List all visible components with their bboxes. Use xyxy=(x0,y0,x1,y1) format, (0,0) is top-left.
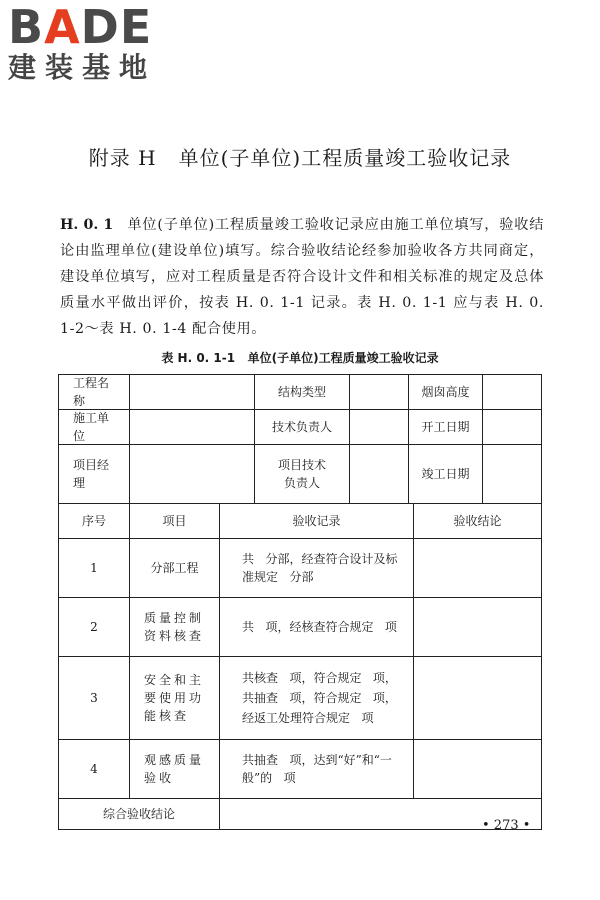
header-serial: 序号 xyxy=(81,514,106,528)
value-completion-date[interactable] xyxy=(482,445,541,503)
row-item: 质量控制资料核查 xyxy=(129,598,219,656)
row-conclusion[interactable] xyxy=(413,740,541,798)
row-serial: 4 xyxy=(90,762,98,776)
label-structure-type: 结构类型 xyxy=(254,375,349,409)
label-project-manager: 项目经理 xyxy=(73,458,110,490)
row-conclusion[interactable] xyxy=(413,657,541,739)
row-record: 共核查 项，符合规定 项， 共抽查 项，符合规定 项， 经返工处理符合规定 项 xyxy=(219,657,413,739)
value-project-manager[interactable] xyxy=(129,445,254,503)
label-start-date: 开工日期 xyxy=(408,410,482,444)
table-row xyxy=(59,739,541,798)
label-project-name: 工程名称 xyxy=(73,376,110,408)
appendix-title: 附录 H 单位(子单位)工程质量竣工验收记录 xyxy=(88,146,512,170)
page-number: • 273 • xyxy=(482,818,531,833)
row-serial: 2 xyxy=(90,620,98,634)
label-chimney-height: 烟囱高度 xyxy=(408,375,482,409)
value-project-name[interactable] xyxy=(129,375,254,409)
table-row xyxy=(59,538,541,597)
clause-paragraph xyxy=(60,212,544,342)
value-structure-type[interactable] xyxy=(349,375,408,409)
header-conclusion: 验收结论 xyxy=(413,504,541,538)
row-item: 观感质量验收 xyxy=(129,740,219,798)
row-conclusion[interactable] xyxy=(413,539,541,597)
info-row-contractor xyxy=(59,409,541,444)
info-row-project-manager xyxy=(59,444,541,503)
value-project-technical-lead[interactable] xyxy=(349,445,408,503)
row-record: 共抽查 项，达到“好”和“一般”的 项 xyxy=(219,740,413,798)
table-row xyxy=(59,597,541,656)
row-serial: 3 xyxy=(90,691,98,705)
label-completion-date: 竣工日期 xyxy=(408,445,482,503)
header-item: 项目 xyxy=(129,504,219,538)
row-conclusion[interactable] xyxy=(413,598,541,656)
summary-label: 综合验收结论 xyxy=(102,807,175,821)
label-contractor: 施工单位 xyxy=(73,411,110,443)
label-project-technical-lead: 项目技术 负责人 xyxy=(254,445,349,503)
summary-row xyxy=(59,798,541,829)
logo-chinese-text: 建装基地 xyxy=(8,51,157,84)
row-record: 共 分部，经查符合设计及标准规定 分部 xyxy=(219,539,413,597)
value-start-date[interactable] xyxy=(482,410,541,444)
table-header-row xyxy=(59,503,541,538)
value-technical-lead[interactable] xyxy=(349,410,408,444)
row-item: 安全和主要使用功能核查 xyxy=(129,657,219,739)
row-item: 分部工程 xyxy=(129,539,219,597)
label-technical-lead: 技术负责人 xyxy=(254,410,349,444)
logo-wordmark: BADE xyxy=(8,0,153,54)
table-row xyxy=(59,656,541,739)
header-record: 验收记录 xyxy=(219,504,413,538)
logo xyxy=(8,0,178,84)
value-chimney-height[interactable] xyxy=(482,375,541,409)
acceptance-record-table xyxy=(58,374,542,830)
value-contractor[interactable] xyxy=(129,410,254,444)
clause-number: H. 0. 1 xyxy=(60,217,114,233)
clause-text: 单位(子单位)工程质量竣工验收记录应由施工单位填写，验收结论由监理单位(建设单位)填写。综合验收结论经参加验收各方共同商定，建设单位填写，应对工程质量是否符合设计文件和相关标准的规定及总体质量水平做出评价，按表 H. 0. 1-1 记录。表 H. 0. 1-1 应与表 H. 0. 1-2～表 H. 0. 1-4 配合使用。 xyxy=(60,217,544,337)
info-row-project-name xyxy=(59,375,541,409)
row-record: 共 项，经核查符合规定 项 xyxy=(219,598,413,656)
table-caption: 表 H. 0. 1-1 单位(子单位)工程质量竣工验收记录 xyxy=(161,351,439,365)
row-serial: 1 xyxy=(90,561,98,575)
